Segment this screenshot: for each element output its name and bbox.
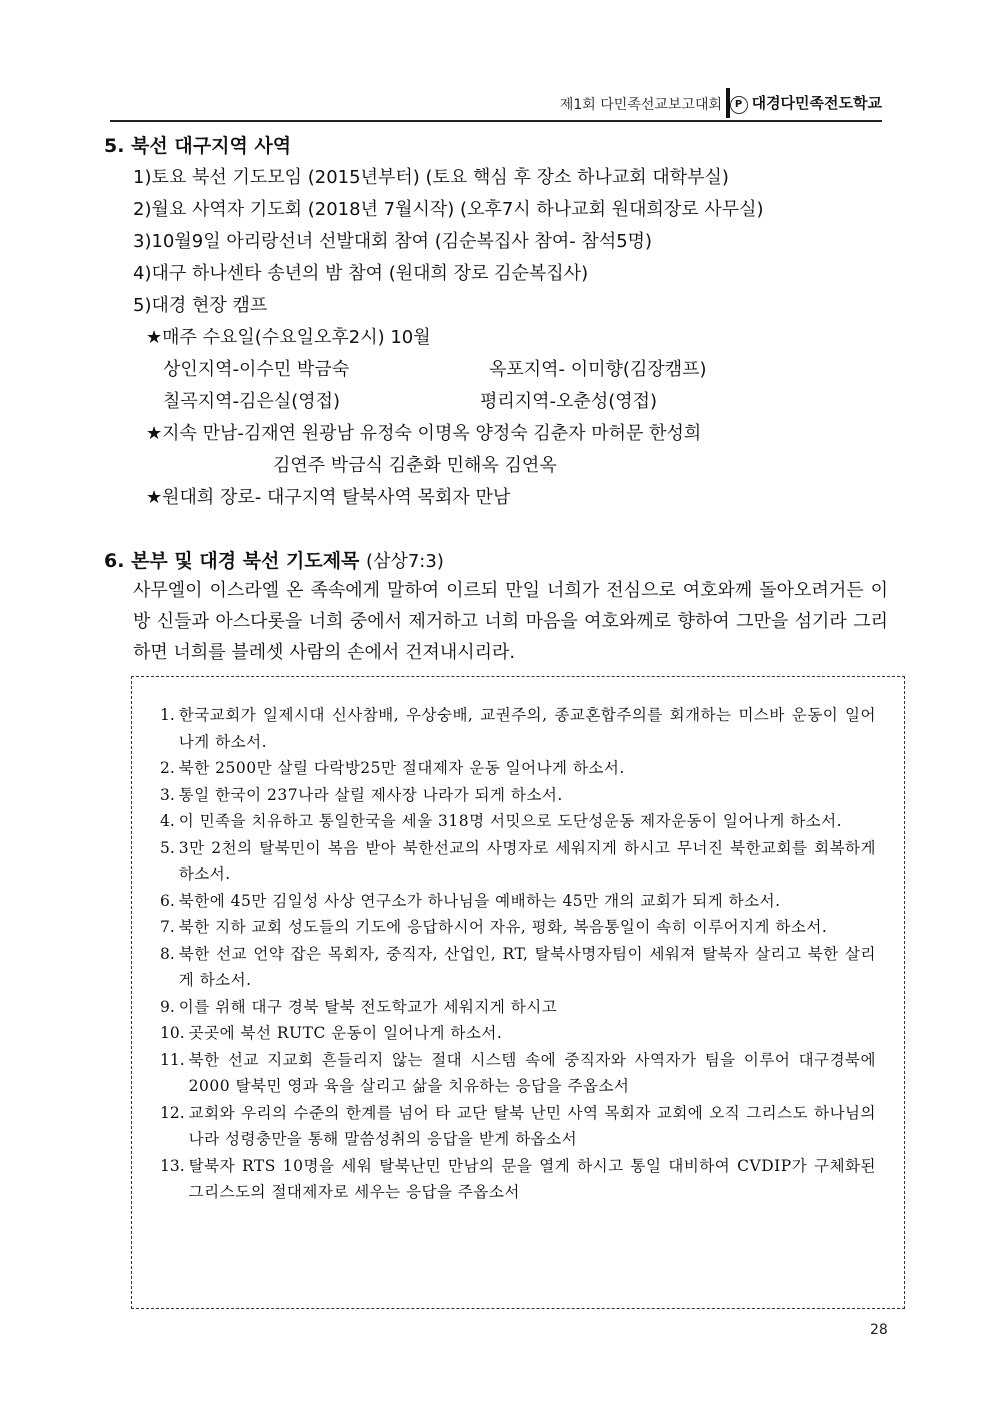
page-number: 28 [870,1322,888,1338]
elder-meeting: ★원대희 장로- 대구지역 탈북사역 목회자 만남 [146,487,511,508]
prayer-item: 1. 한국교회가 일제시대 신사참배, 우상숭배, 교권주의, 종교혼합주의를 회개하는 미스바 운동이 일어나게 하소서. [160,706,876,751]
prayer-item: 9. 이를 위해 대구 경북 탈북 전도학교가 세워지게 하시고 [160,997,558,1016]
continued-meeting-names: 김연주 박금식 김춘화 민해옥 김연옥 [273,455,557,476]
logo-mark-icon: P [730,96,748,114]
section6-reference: (삼상7:3) [366,551,444,572]
prayer-list [160,702,876,1206]
section5-item-5: 5)대경 현장 캠프 [133,295,268,316]
school-logo [730,92,882,114]
section5-item-4: 4)대구 하나센타 송년의 밤 참여 (원대희 장로 김순복집사) [133,263,589,284]
section5-title: 5. 북선 대구지역 사역 [104,135,292,157]
prayer-item: 7. 북한 지하 교회 성도들의 기도에 응답하시어 자유, 평화, 복음통일이 속히 이루어지게 하소서. [160,918,828,936]
prayer-item: 13. 탈북자 RTS 10명을 세워 탈북난민 만남의 문을 열게 하시고 통일 대비하여 CVDIP가 구체화된 그리스도의 절대제자로 세우는 응답을 주옵소서 [160,1156,876,1201]
section5-item-1: 1)토요 북선 기도모임 (2015년부터) (토요 핵심 후 장소 하나교회 대학부실) [133,167,729,188]
section5-item-3: 3)10월9일 아리랑선녀 선발대회 참여 (김순복집사 참여- 참석5명) [133,231,653,252]
weekly-schedule: ★매주 수요일(수요일오후2시) 10월 [146,327,431,348]
section6-title [104,546,444,573]
section5-item-2: 2)월요 사역자 기도회 (2018년 7월시작) (오후7시 하나교회 원대희장로 사무실) [133,199,764,220]
prayer-item: 5. 3만 2천의 탈북민이 복음 받아 북한선교의 사명자로 세워지게 하시고 무너진 북한교회를 회복하게 하소서. [160,838,876,883]
continued-meeting: ★지속 만남-김재연 원광남 유정숙 이명옥 양정숙 김춘자 마허문 한성희 [146,423,702,444]
section6-title-text: 6. 본부 및 대경 북선 기도제목 [104,550,360,572]
prayer-item: 11. 북한 선교 지교회 흔들리지 않는 절대 시스템 속에 중직자와 사역자가 팀을 이루어 대구경북에 2000 탈북민 영과 육을 살리고 삶을 치유하는 응답을 주옵소서 [160,1050,876,1095]
region-left-2: 칠곡지역-김은실(영접) [163,391,341,412]
prayer-item: 3. 통일 한국이 237나라 살릴 제사장 나라가 되게 하소서. [160,785,563,804]
header-title: 제1회 다민족선교보고대회 [559,97,722,113]
prayer-item: 8. 북한 선교 언약 잡은 목회자, 중직자, 산업인, RT, 탈북사명자팀이 세워져 탈북자 살리고 북한 살리게 하소서. [160,944,876,989]
logo-text: 대경다민족전도학교 [751,94,882,112]
prayer-item: 12. 교회와 우리의 수준의 한계를 넘어 타 교단 탈북 난민 사역 목회자 교회에 오직 그리스도 하나님의 나라 성령충만을 통해 말씀성취의 응답을 받게 하옵소서 [160,1103,876,1148]
prayer-item: 4. 이 민족을 치유하고 통일한국을 세울 318명 서밋으로 도단성운동 제자운동이 일어나게 하소서. [160,812,843,830]
region-right-2: 평리지역-오춘성(영접) [480,391,658,412]
region-right-1: 옥포지역- 이미향(김장캠프) [489,359,707,380]
prayer-item: 6. 북한에 45만 김일성 사상 연구소가 하나님을 예배하는 45만 개의 교회가 되게 하소서. [160,891,781,910]
prayer-item: 10. 곳곳에 북선 RUTC 운동이 일어나게 하소서. [160,1024,503,1042]
region-left-1: 상인지역-이수민 박금숙 [163,359,350,380]
prayer-item: 2. 북한 2500만 살릴 다락방25만 절대제자 운동 일어나게 하소서. [160,759,625,777]
page-header [110,88,882,122]
scripture-verse: 사무엘이 이스라엘 온 족속에게 말하여 이르되 만일 너희가 전심으로 여호와께 돌아오려거든 이방 신들과 아스다롯을 너희 중에서 제거하고 너희 마음을 여호와께로 향하여 그만을 섬기라 그리하면 너희를 블레셋 사람의 손에서 건져내시리라. [133,580,888,663]
